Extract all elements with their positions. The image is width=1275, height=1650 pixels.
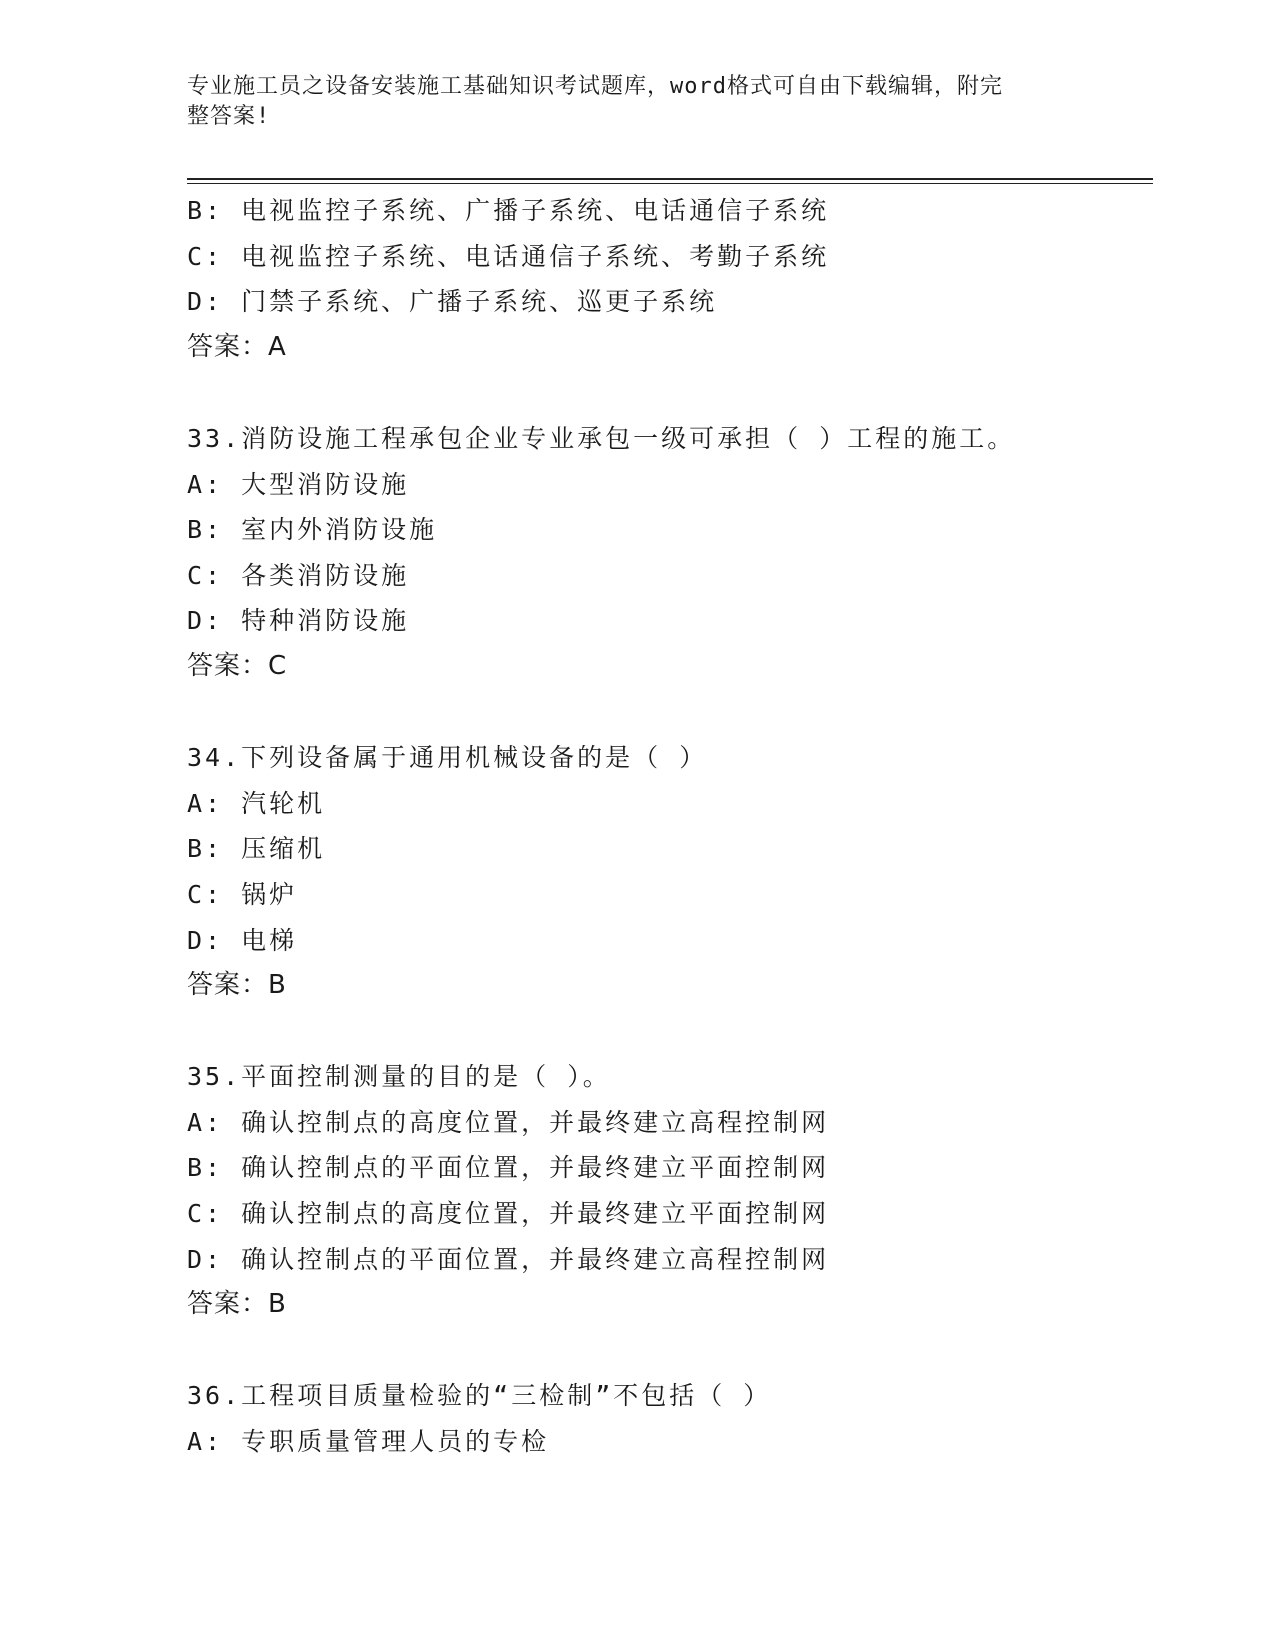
header-line-2: 整答案! bbox=[187, 104, 271, 129]
spacer bbox=[187, 1328, 1153, 1374]
answer: 答案：B bbox=[187, 1289, 287, 1320]
question-32 bbox=[187, 188, 1153, 370]
question-text: 33.消防设施工程承包企业专业承包一级可承担（ ）工程的施工。 bbox=[187, 423, 1016, 453]
option-b: B: 电视监控子系统、广播子系统、电话通信子系统 bbox=[187, 196, 830, 225]
spacer bbox=[187, 690, 1153, 736]
spacer bbox=[187, 1009, 1153, 1055]
option-a: A: 确认控制点的高度位置，并最终建立高程控制网 bbox=[187, 1107, 830, 1137]
header-divider-thick bbox=[187, 178, 1153, 180]
question-34 bbox=[187, 735, 1153, 1009]
option-b: B: 确认控制点的平面位置，并最终建立平面控制网 bbox=[187, 1153, 830, 1183]
option-d: D: 电梯 bbox=[187, 925, 298, 955]
option-d: D: 确认控制点的平面位置，并最终建立高程控制网 bbox=[187, 1244, 830, 1274]
question-text: 35.平面控制测量的目的是（ ）。 bbox=[187, 1062, 611, 1092]
option-a: A: 专职质量管理人员的专检 bbox=[187, 1427, 550, 1457]
question-36 bbox=[187, 1373, 1153, 1464]
spacer bbox=[187, 370, 1153, 416]
question-list bbox=[187, 188, 1153, 1465]
option-c: C: 电视监控子系统、电话通信子系统、考勤子系统 bbox=[187, 241, 830, 271]
document-header bbox=[187, 72, 1067, 132]
option-c: C: 锅炉 bbox=[187, 879, 298, 909]
question-text: 36.工程项目质量检验的“三检制”不包括（ ） bbox=[187, 1381, 772, 1411]
option-a: A: 大型消防设施 bbox=[187, 469, 410, 499]
answer: 答案：A bbox=[187, 331, 287, 362]
option-b: B: 压缩机 bbox=[187, 834, 326, 864]
answer: 答案：B bbox=[187, 970, 287, 1001]
header-divider-thin bbox=[187, 183, 1153, 184]
option-c: C: 确认控制点的高度位置，并最终建立平面控制网 bbox=[187, 1199, 830, 1229]
answer: 答案：C bbox=[187, 650, 288, 681]
option-b: B: 室内外消防设施 bbox=[187, 515, 438, 545]
question-text: 34.下列设备属于通用机械设备的是（ ） bbox=[187, 743, 708, 773]
option-a: A: 汽轮机 bbox=[187, 788, 326, 818]
question-33 bbox=[187, 416, 1153, 690]
question-35 bbox=[187, 1054, 1153, 1328]
option-d: D: 特种消防设施 bbox=[187, 606, 410, 636]
option-d: D: 门禁子系统、广播子系统、巡更子系统 bbox=[187, 287, 718, 317]
header-line-1: 专业施工员之设备安装施工基础知识考试题库，word格式可自由下载编辑，附完 bbox=[187, 74, 1003, 99]
option-c: C: 各类消防设施 bbox=[187, 560, 410, 590]
